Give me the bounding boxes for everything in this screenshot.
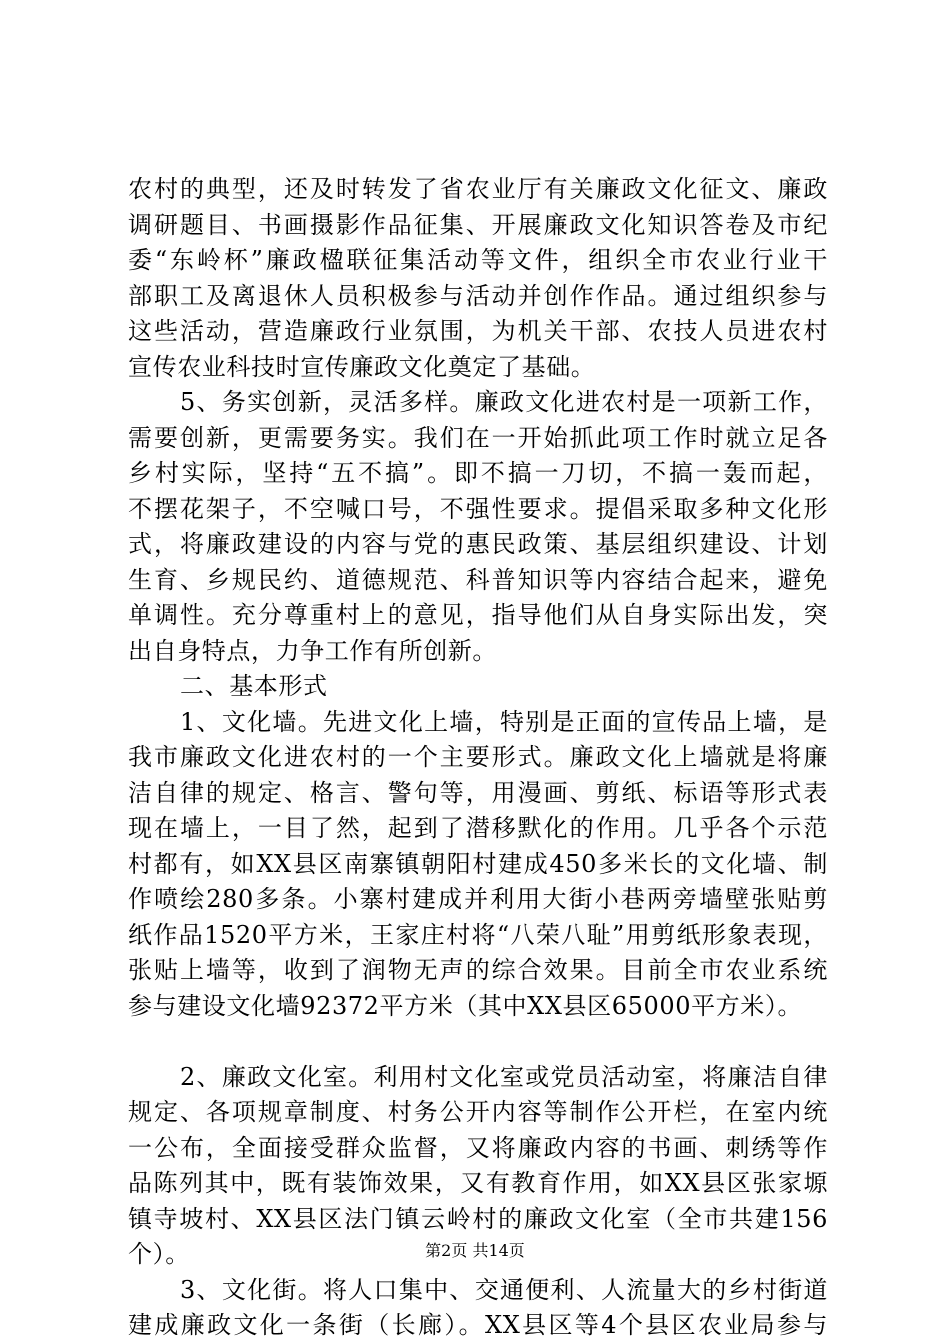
document-body (128, 172, 828, 1344)
text-line: 镇寺坡村、XX县区法门镇云岭村的廉政文化室（全市共建156 (128, 1204, 828, 1233)
text-line: 出自身特点，力争工作有所创新。 (128, 636, 497, 665)
text-line: 我市廉政文化进农村的一个主要形式。廉政文化上墙就是将廉 (128, 743, 828, 771)
text-line: 乡村实际，坚持“五不搞”。即不搞一刀切，不搞一轰而起， (128, 459, 828, 487)
text-line: 生育、乡规民约、道德规范、科普知识等内容结合起来，避免 (128, 565, 828, 594)
text-line: 3、文化街。将人口集中、交通便利、人流量大的乡村街道 (180, 1275, 828, 1304)
text-line: 现在墙上，一目了然，起到了潜移默化的作用。几乎各个示范 (128, 814, 828, 842)
text-line: 村都有，如XX县区南寨镇朝阳村建成450多米长的文化墙、制 (128, 849, 828, 878)
text-line: 不摆花架子，不空喊口号，不强性要求。提倡采取多种文化形 (128, 494, 828, 523)
text-line: 品陈列其中，既有装饰效果，又有教育作用，如XX县区张家塬 (128, 1169, 828, 1197)
text-line: 需要创新，更需要务实。我们在一开始抓此项工作时就立足各 (128, 423, 828, 452)
text-line: 作喷绘280多条。小寨村建成并利用大街小巷两旁墙壁张贴剪 (128, 885, 828, 913)
text-line: 个）。 (128, 1240, 190, 1268)
page-number: 第2页 共14页 (425, 1241, 525, 1260)
text-line: 委“东岭杯”廉政楹联征集活动等文件，组织全市农业行业干 (128, 246, 828, 274)
paragraph-gap (128, 1024, 828, 1060)
text-line: 1、文化墙。先进文化上墙，特别是正面的宣传品上墙，是 (180, 707, 828, 736)
text-line: 宣传农业科技时宣传廉政文化奠定了基础。 (128, 352, 596, 381)
text-line: 规定、各项规章制度、村务公开内容等制作公开栏，在室内统 (128, 1098, 828, 1126)
text-line: 这些活动，营造廉政行业氛围，为机关干部、农技人员进农村 (128, 317, 828, 345)
text-line: 建成廉政文化一条街（长廊）。XX县区等4个县区农业局参与 (128, 1311, 828, 1339)
text-line: 张贴上墙等，收到了润物无声的综合效果。目前全市农业系统 (128, 956, 828, 984)
text-line: 式，将廉政建设的内容与党的惠民政策、基层组织建设、计划 (128, 530, 828, 558)
text-line: 单调性。充分尊重村上的意见，指导他们从自身实际出发，突 (128, 601, 828, 629)
text-line: 2、廉政文化室。利用村文化室或党员活动室，将廉洁自律 (180, 1062, 828, 1091)
text-line: 农村的典型，还及时转发了省农业厅有关廉政文化征文、廉政 (128, 175, 828, 203)
text-line: 部职工及离退休人员积极参与活动并创作作品。通过组织参与 (128, 281, 828, 310)
text-line: 参与建设文化墙92372平方米（其中XX县区65000平方米）。 (128, 991, 803, 1020)
text-line: 5、务实创新，灵活多样。廉政文化进农村是一项新工作， (180, 388, 828, 416)
section-heading: 二、基本形式 (180, 672, 328, 700)
text-line: 洁自律的规定、格言、警句等，用漫画、剪纸、标语等形式表 (128, 778, 828, 807)
text-line: 一公布，全面接受群众监督，又将廉政内容的书画、刺绣等作 (128, 1133, 828, 1162)
text-line: 调研题目、书画摄影作品征集、开展廉政文化知识答卷及市纪 (128, 210, 828, 239)
text-line: 纸作品1520平方米，王家庄村将“八荣八耻”用剪纸形象表现， (128, 920, 828, 949)
